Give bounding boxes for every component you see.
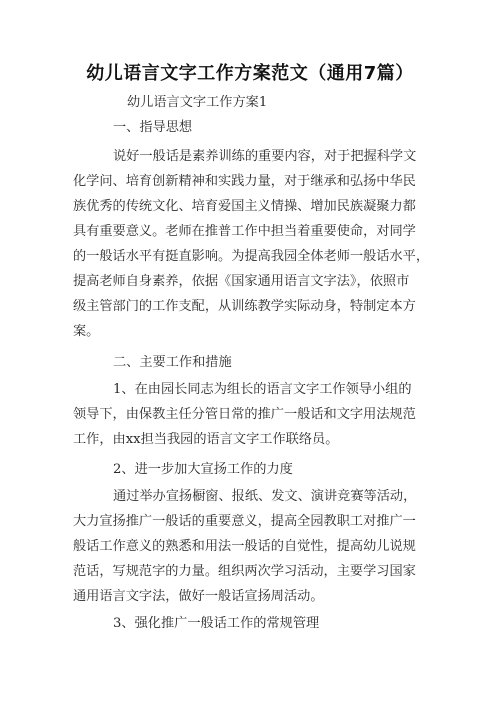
paragraph-line: 范话，写规范字的力量。组织两次学习活动，主要学习国家 <box>73 564 416 579</box>
paragraph-line: 具有重要意义。老师在推普工作中担当着重要使命，对同学 <box>73 224 416 239</box>
paragraph-line: 级主管部门的工作支配，从训练教学实际动身，特制定本方 <box>73 299 416 314</box>
section-heading-guiding-thought: 一、指导思想 <box>113 120 193 135</box>
paragraph-line: 领导下，由保教主任分管日常的推广一般话和文字用法规范 <box>73 407 416 422</box>
document-subtitle: 幼儿语言文字工作方案1 <box>127 95 268 110</box>
section-heading-main-measures: 二、主要工作和措施 <box>113 355 232 370</box>
paragraph-line: 通用语言文字法，做好一般话宣扬周活动。 <box>73 589 324 604</box>
paragraph-line: 化学问、培育创新精神和实践力量，对于继承和弘扬中华民 <box>73 174 416 189</box>
document-title: 幼儿语言文字工作方案范文（通用7篇） <box>86 63 414 84</box>
subsection-heading: 2、进一步加大宣扬工作的力度 <box>113 462 293 477</box>
paragraph-line: 通过举办宣扬橱窗、报纸、发文、演讲竞赛等活动， <box>113 489 417 504</box>
paragraph-line: 的一般话水平有挺直影响。为提高我园全体老师一般话水平， <box>73 249 430 264</box>
paragraph-line: 说好一般话是素养训练的重要内容，对于把握科学文 <box>113 149 417 164</box>
subsection-heading: 3、强化推广一般话工作的常规管理 <box>113 616 320 631</box>
paragraph-line: 大力宣扬推广一般话的重要意义，提高全园教职工对推广一 <box>73 514 416 529</box>
paragraph-line: 工作，由xx担当我园的语言文字工作联络员。 <box>73 432 339 447</box>
paragraph-line: 提高老师自身素养，依据《国家通用语言文字法》，依照市 <box>73 274 410 289</box>
paragraph-line: 般话工作意义的熟悉和用法一般话的自觉性，提高幼儿说规 <box>73 539 416 554</box>
paragraph-line: 1、在由园长同志为组长的语言文字工作领导小组的 <box>113 382 412 397</box>
paragraph-line: 族优秀的传统文化、培育爱国主义情操、增加民族凝聚力都 <box>73 199 416 214</box>
paragraph-line: 案。 <box>73 324 100 339</box>
